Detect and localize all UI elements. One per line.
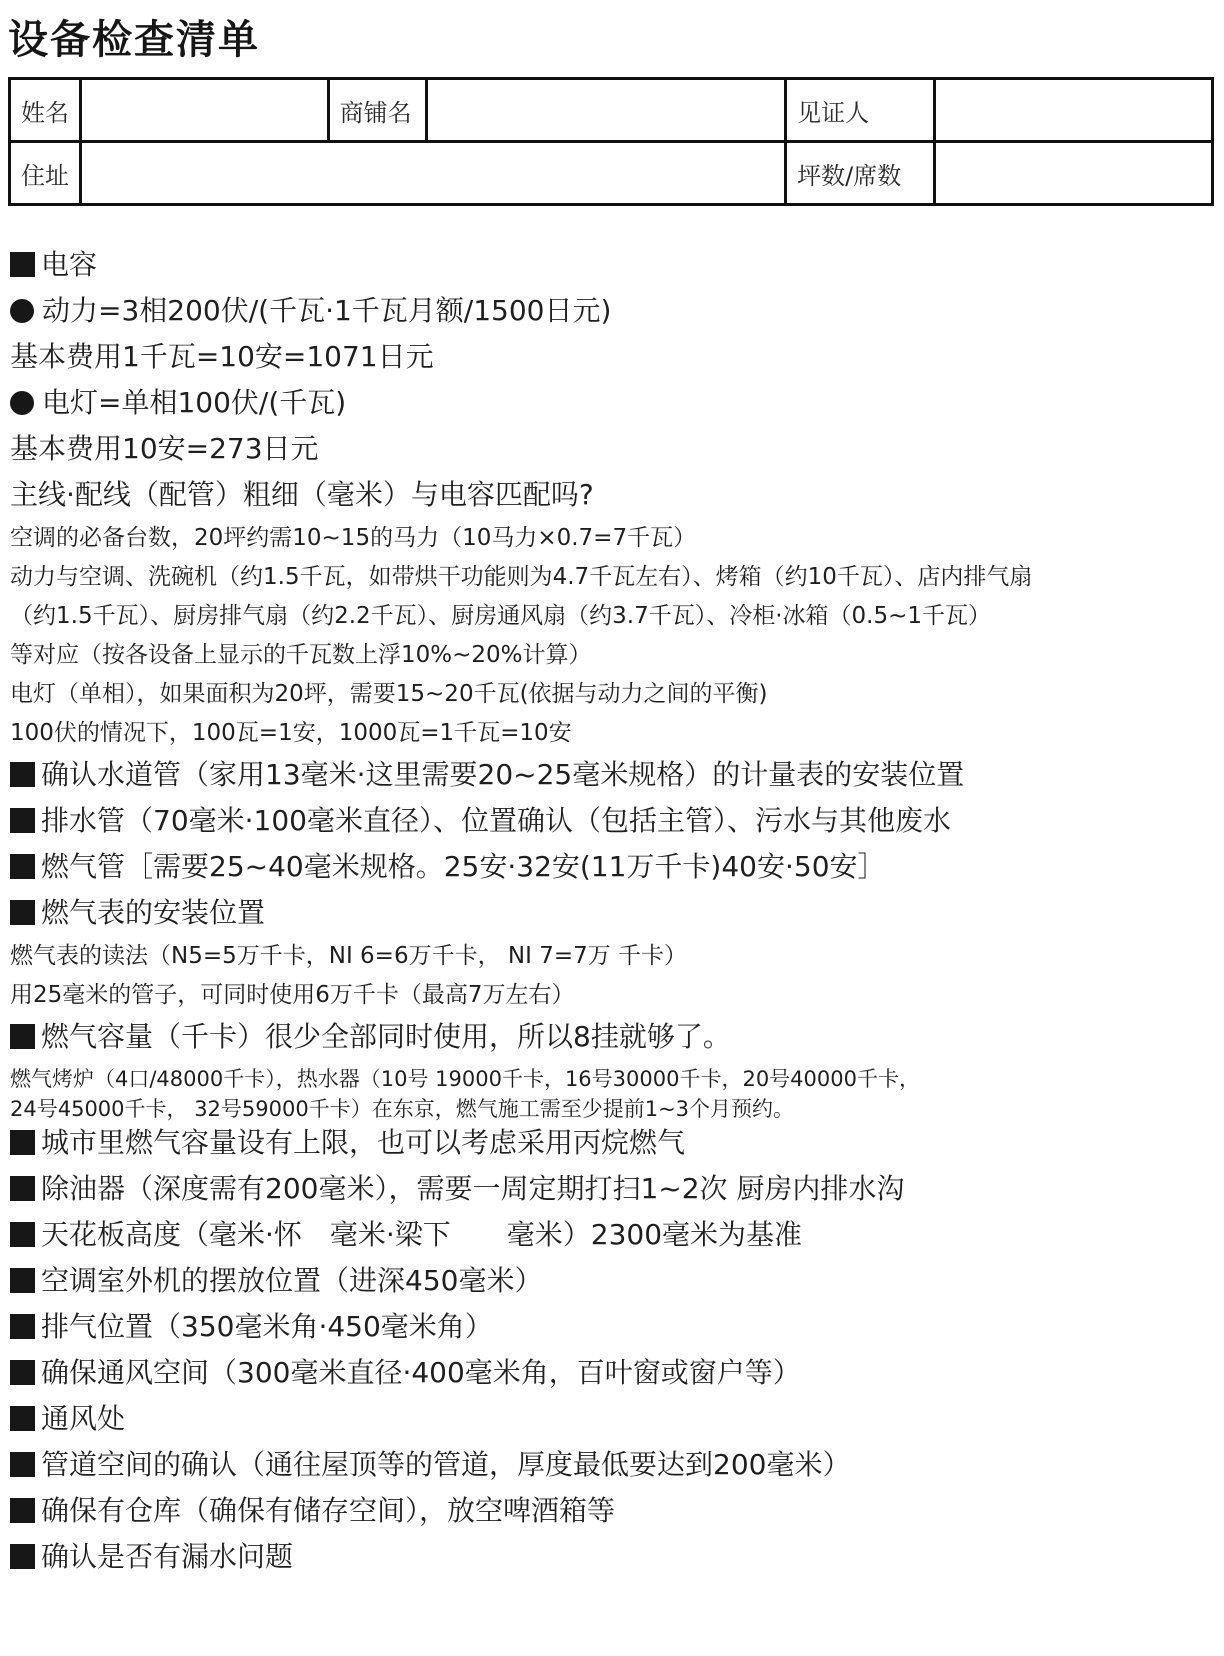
checklist-line	[10, 248, 1214, 281]
line-text: （约1.5千瓦）、厨房排气扇（约2.2千瓦）、厨房通风扇（约3.7千瓦）、冷柜·冰箱（0.5~1千瓦）	[10, 603, 992, 629]
address-field[interactable]	[81, 142, 786, 205]
line-text: 管道空间的确认（通往屋顶等的管道，厚度最低要达到200毫米）	[41, 1448, 851, 1481]
line-text: 等对应（按各设备上显示的千瓦数上浮10%~20%计算）	[10, 642, 592, 668]
line-text: 确认是否有漏水问题	[41, 1540, 294, 1573]
line-text: 燃气烤炉（4口/48000千卡），热水器（10号 19000千卡，16号30000千卡，20号40000千卡，	[10, 1067, 920, 1091]
line-text: 空调室外机的摆放位置（进深450毫米）	[41, 1264, 543, 1297]
checklist-line	[10, 1172, 1214, 1205]
checklist-line	[10, 294, 1214, 327]
line-text: 100伏的情况下，100瓦=1安，1000瓦=1千瓦=10安	[10, 720, 572, 746]
shop-name-field[interactable]	[426, 79, 785, 142]
area-seats-field[interactable]	[935, 142, 1213, 205]
checklist-line	[10, 804, 1214, 837]
page-title: 设备检查清单	[8, 17, 260, 63]
name-field[interactable]	[81, 79, 328, 142]
line-text: 城市里燃气容量设有上限，也可以考虑采用丙烷燃气	[41, 1126, 686, 1159]
checklist-line	[10, 478, 1214, 511]
checklist-line	[10, 896, 1214, 929]
checklist-line	[10, 1402, 1214, 1435]
section-square-icon	[10, 1498, 35, 1523]
checklist-line	[10, 1448, 1214, 1481]
section-square-icon	[10, 1452, 35, 1477]
checklist-line	[10, 432, 1214, 465]
header-info-table	[8, 77, 1214, 206]
line-text: 动力与空调、洗碗机（约1.5千瓦，如带烘干功能则为4.7千瓦左右）、烤箱（约10千瓦）、店内排气扇	[10, 564, 1033, 590]
witness-field[interactable]	[935, 79, 1213, 142]
bullet-circle-icon	[10, 299, 34, 323]
line-text: 电灯=单相100伏/(千瓦)	[42, 386, 347, 419]
checklist-line	[10, 1310, 1214, 1343]
checklist-line	[10, 1096, 1214, 1122]
name-label: 姓名	[10, 79, 81, 142]
checklist-line	[10, 1066, 1214, 1092]
line-text: 确认水道管（家用13毫米·这里需要20~25毫米规格）的计量表的安装位置	[41, 758, 965, 791]
checklist	[8, 248, 1214, 1573]
line-text: 天花板高度（毫米·怀 毫米·梁下 毫米）2300毫米为基准	[41, 1218, 803, 1251]
section-square-icon	[10, 1024, 35, 1049]
bullet-circle-icon	[10, 391, 34, 415]
checklist-line	[10, 1020, 1214, 1053]
line-text: 空调的必备台数，20坪约需10~15的马力（10马力×0.7=7千瓦）	[10, 525, 697, 551]
checklist-line	[10, 1494, 1214, 1527]
section-square-icon	[10, 854, 35, 879]
line-text: 电灯（单相），如果面积为20坪，需要15~20千瓦(依据与动力之间的平衡)	[10, 681, 768, 707]
line-text: 排水管（70毫米·100毫米直径）、位置确认（包括主管）、污水与其他废水	[41, 804, 951, 837]
shop-name-label: 商铺名	[328, 79, 426, 142]
line-text: 燃气表的安装位置	[41, 896, 266, 929]
line-text: 电容	[41, 248, 98, 281]
line-text: 排气位置（350毫米角·450毫米角）	[41, 1310, 493, 1343]
checklist-line	[10, 850, 1214, 883]
line-text: 燃气管［需要25~40毫米规格。25安·32安(11万千卡)40安·50安］	[41, 850, 886, 883]
line-text: 确保有仓库（确保有储存空间），放空啤酒箱等	[41, 1494, 616, 1527]
checklist-line	[10, 602, 1214, 630]
table-row	[10, 79, 1213, 142]
checklist-line	[10, 340, 1214, 373]
section-square-icon	[10, 1406, 35, 1431]
section-square-icon	[10, 808, 35, 833]
section-square-icon	[10, 900, 35, 925]
line-text: 用25毫米的管子，可同时使用6万千卡（最高7万左右）	[10, 982, 575, 1008]
checklist-line	[10, 1540, 1214, 1573]
line-text: 24号45000千卡， 32号59000千卡）在东京，燃气施工需至少提前1~3个月预约。	[10, 1097, 795, 1121]
section-square-icon	[10, 1544, 35, 1569]
line-text: 除油器（深度需有200毫米），需要一周定期打扫1~2次 厨房内排水沟	[41, 1172, 905, 1205]
checklist-line	[10, 563, 1214, 591]
checklist-line	[10, 719, 1214, 747]
checklist-line	[10, 758, 1214, 791]
line-text: 动力=3相200伏/(千瓦·1千瓦月额/1500日元)	[42, 294, 612, 327]
section-square-icon	[10, 1222, 35, 1247]
address-label: 住址	[10, 142, 81, 205]
checklist-line	[10, 1356, 1214, 1389]
section-square-icon	[10, 762, 35, 787]
line-text: 燃气容量（千卡）很少全部同时使用，所以8挂就够了。	[41, 1020, 731, 1053]
checklist-line	[10, 1126, 1214, 1159]
section-square-icon	[10, 252, 35, 277]
checklist-line	[10, 1264, 1214, 1297]
line-text: 基本费用1千瓦=10安=1071日元	[10, 340, 434, 373]
checklist-line	[10, 386, 1214, 419]
line-text: 燃气表的读法（N5=5万千卡，NI 6=6万千卡， NI 7=7万 千卡）	[10, 943, 688, 969]
section-square-icon	[10, 1268, 35, 1293]
line-text: 通风处	[41, 1402, 126, 1435]
checklist-line	[10, 524, 1214, 552]
table-row	[10, 142, 1213, 205]
section-square-icon	[10, 1130, 35, 1155]
witness-label: 见证人	[786, 79, 935, 142]
section-square-icon	[10, 1360, 35, 1385]
checklist-line	[10, 942, 1214, 970]
checklist-line	[10, 641, 1214, 669]
section-square-icon	[10, 1314, 35, 1339]
line-text: 基本费用10安=273日元	[10, 432, 319, 465]
checklist-line	[10, 680, 1214, 708]
checklist-line	[10, 1218, 1214, 1251]
line-text: 确保通风空间（300毫米直径·400毫米角，百叶窗或窗户等）	[41, 1356, 801, 1389]
line-text: 主线·配线（配管）粗细（毫米）与电容匹配吗?	[10, 478, 594, 511]
checklist-line	[10, 981, 1214, 1009]
area-seats-label: 坪数/席数	[786, 142, 935, 205]
section-square-icon	[10, 1176, 35, 1201]
